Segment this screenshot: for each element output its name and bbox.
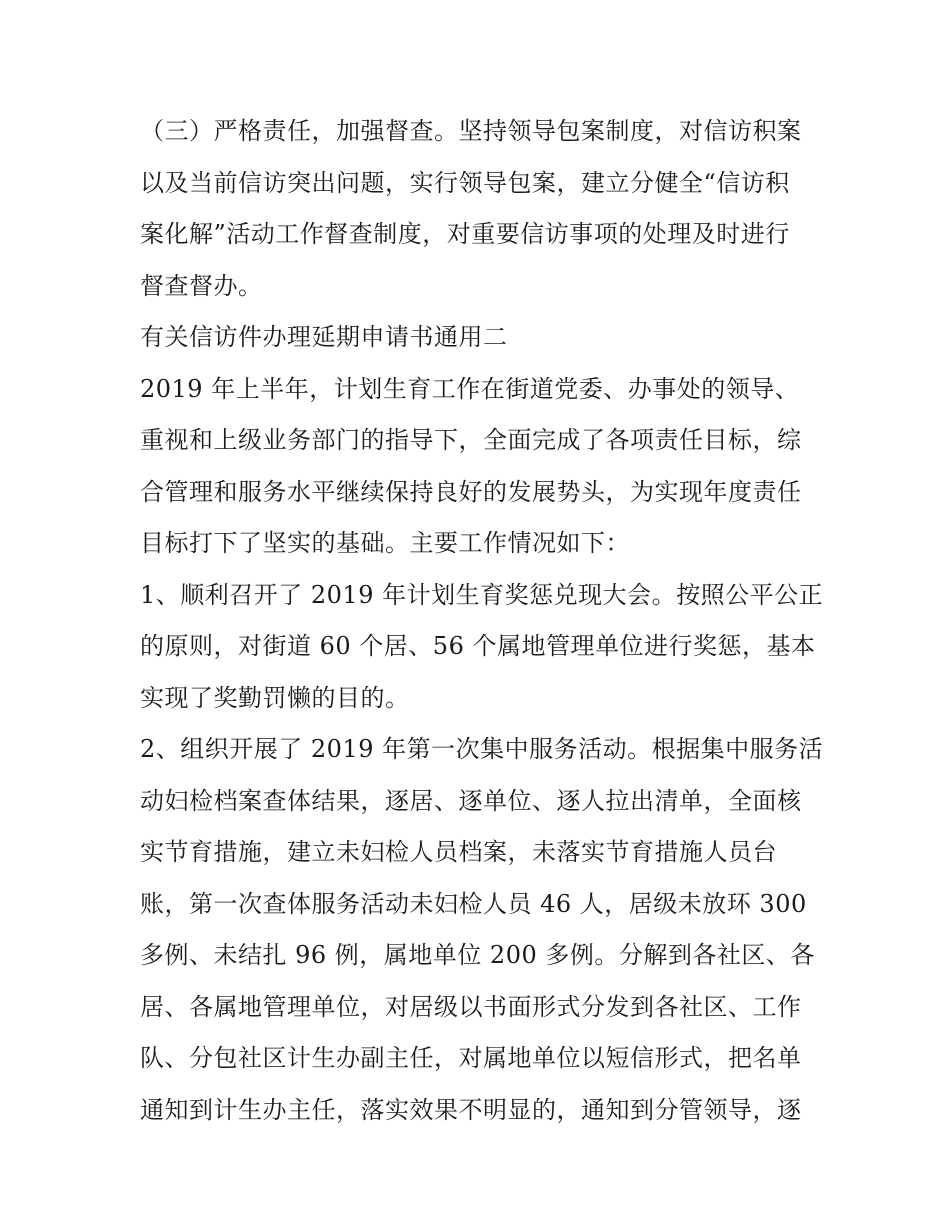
- text-line: 以及当前信访突出问题，实行领导包案，建立分健全“信访积: [140, 168, 790, 197]
- text-line: 的原则，对街道 60 个居、56 个属地管理单位进行奖惩，基本: [140, 632, 816, 660]
- text-line: 督查督办。: [140, 271, 263, 300]
- text-line: 合管理和服务水平继续保持良好的发展势头，为实现年度责任: [140, 477, 802, 506]
- text-line: 账，第一次查体服务活动未妇检人员 46 人，居级未放环 300: [140, 889, 807, 918]
- text-line: 实现了奖勤罚懒的目的。: [140, 683, 410, 712]
- text-line: （三）严格责任，加强督查。坚持领导包案制度，对信访积案: [140, 117, 802, 145]
- text-line: 1、顺利召开了 2019 年计划生育奖惩兑现大会。按照公平公正: [140, 580, 824, 609]
- document-body: [140, 106, 830, 1136]
- text-line: 队、分包社区计生办副主任，对属地单位以短信形式，把名单: [140, 1044, 802, 1072]
- text-line: 重视和上级业务部门的指导下，全面完成了各项责任目标，综: [140, 426, 802, 454]
- text-line: 2019 年上半年，计划生育工作在街道党委、办事处的领导、: [140, 374, 800, 403]
- text-line: 动妇检档案查体结果，逐居、逐单位、逐人拉出清单，全面核: [140, 786, 802, 815]
- text-line: 多例、未结扎 96 例，属地单位 200 多例。分解到各社区、各: [140, 941, 815, 969]
- section-heading: 有关信访件办理延期申请书通用二: [140, 323, 508, 351]
- text-line: 案化解”活动工作督查制度，对重要信访事项的处理及时进行: [140, 220, 790, 248]
- text-line: 2、组织开展了 2019 年第一次集中服务活动。根据集中服务活: [140, 735, 824, 763]
- text-line: 实节育措施，建立未妇检人员档案，未落实节育措施人员台: [140, 838, 777, 866]
- text-line: 通知到计生办主任，落实效果不明显的，通知到分管领导，逐: [140, 1095, 802, 1124]
- text-line: 目标打下了坚实的基础。主要工作情况如下：: [140, 529, 630, 557]
- text-line: 居、各属地管理单位，对居级以书面形式分发到各社区、工作: [140, 992, 802, 1021]
